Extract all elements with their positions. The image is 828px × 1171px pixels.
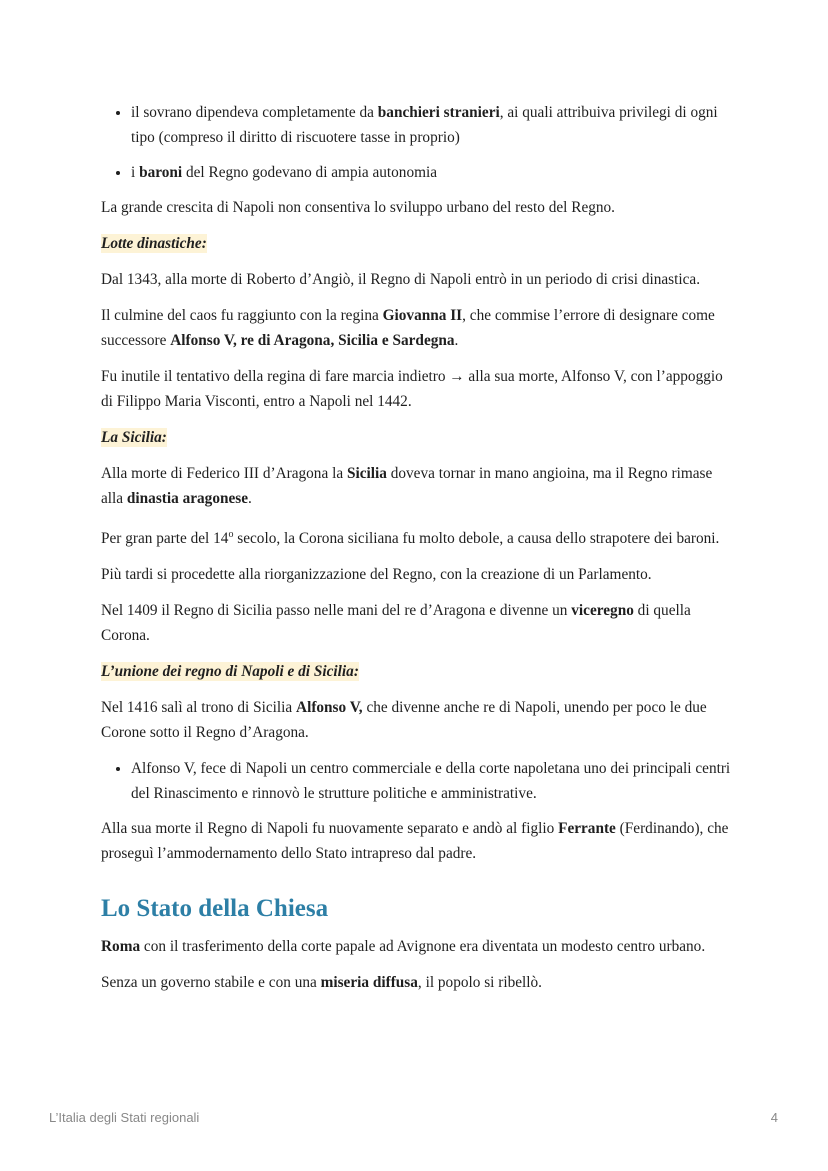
paragraph: Dal 1343, alla morte di Roberto d’Angiò, il Regno di Napoli entrò in un periodo di crisi dinastica.: [101, 271, 701, 288]
page-number: 4: [770, 1110, 778, 1125]
paragraph: Il culmine del caos fu raggiunto con la regina Giovanna II, che commise l’errore di designare come successore Alfonso V, re di Aragona, Sicilia e Sardegna.: [101, 307, 715, 349]
footer-title: L’Italia degli Stati regionali: [49, 1110, 200, 1125]
paragraph: La grande crescita di Napoli non consentiva lo sviluppo urbano del resto del Regno.: [101, 199, 616, 216]
bullet-list-banchieri: [101, 100, 731, 185]
subheading-sicilia: La Sicilia:: [101, 429, 167, 446]
subheading-unione: L’unione dei regno di Napoli e di Sicilia:: [101, 663, 359, 681]
paragraph: Nel 1409 il Regno di Sicilia passo nelle mani del re d’Aragona e divenne un viceregno di quella Corona.: [101, 602, 691, 645]
paragraph: Alla sua morte il Regno di Napoli fu nuovamente separato e andò al figlio Ferrante (Ferdinando), che proseguì l’ammodernamento dello Stato intrapreso dal padre.: [101, 820, 729, 863]
section-heading: Lo Stato della Chiesa: [101, 895, 329, 923]
subheading-lotte: Lotte dinastiche:: [101, 235, 207, 252]
page-content: [101, 100, 731, 1006]
bullet-list-alfonso: [101, 756, 731, 806]
list-item: • il sovrano dipendeva completamente da banchieri stranieri, ai quali attribuiva privilegi di ogni tipo (compreso il diritto di riscuotere tasse in proprio): [131, 100, 731, 150]
paragraph: Senza un governo stabile e con una miseria diffusa, il popolo si ribellò.: [101, 974, 542, 992]
paragraph: Per gran parte del 14$^o$ secolo, la Corona siciliana fu molto debole, a causa dello strapotere dei baroni.: [101, 529, 720, 548]
paragraph: Roma con il trasferimento della corte papale ad Avignone era diventata un modesto centro urbano.: [101, 938, 706, 956]
paragraph: Fu inutile il tentativo della regina di fare marcia indietro → alla sua morte, Alfonso V, con l’appoggio di Filippo Maria Visconti, entro a Napoli nel 1442.: [101, 368, 723, 410]
list-item: • Alfonso V, fece di Napoli un centro commerciale e della corte napoletana uno dei principali centri del Rinascimento e rinnovò le strutture politiche e amministrative.: [131, 756, 731, 806]
paragraph: Nel 1416 salì al trono di Sicilia Alfonso V, che divenne anche re di Napoli, unendo per poco le due Corone sotto il Regno d’Aragona.: [101, 699, 707, 742]
list-item: • i baroni del Regno godevano di ampia autonomia: [131, 160, 731, 185]
paragraph: Più tardi si procedette alla riorganizzazione del Regno, con la creazione di un Parlamento.: [101, 566, 652, 584]
paragraph: Alla morte di Federico III d’Aragona la Sicilia doveva tornar in mano angioina, ma il Regno rimase alla dinastia aragonese.: [101, 465, 713, 507]
